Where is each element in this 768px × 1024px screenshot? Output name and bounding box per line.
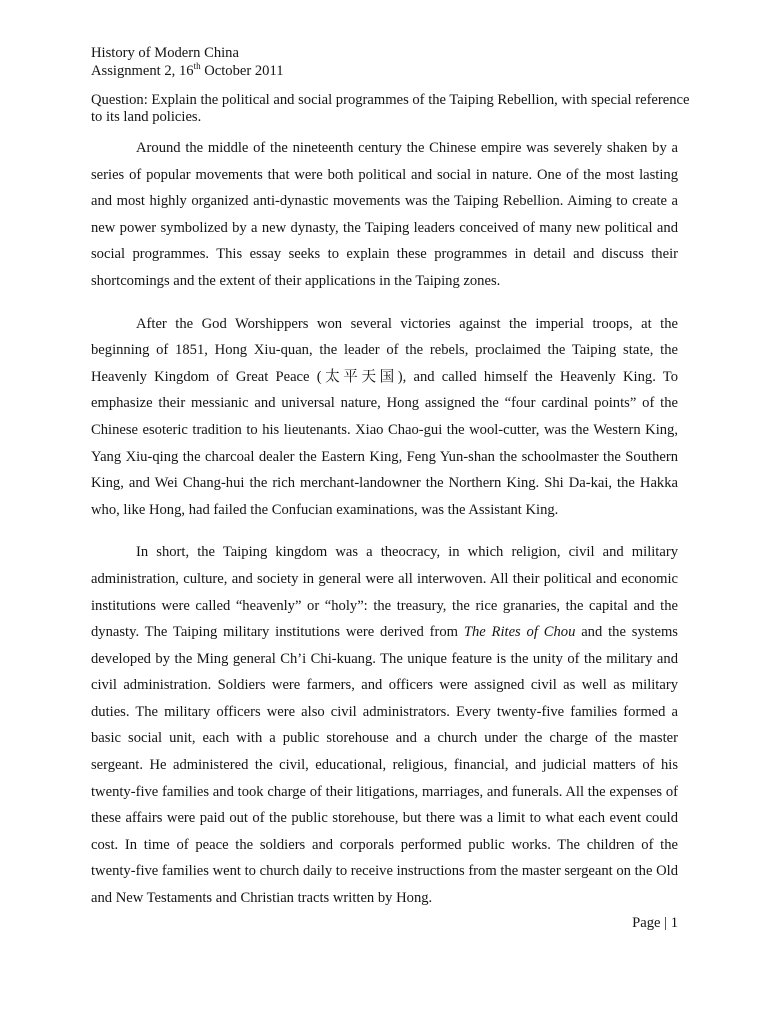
assignment-date-suffix: October 2011 (200, 63, 284, 79)
assignment-date-prefix: Assignment 2, 16 (91, 63, 194, 79)
essay-body (91, 135, 678, 912)
document-header (91, 44, 691, 80)
page-number: Page | 1 (632, 915, 678, 931)
assignment-line (91, 62, 691, 80)
course-title: History of Modern China (91, 45, 239, 61)
paragraph-introduction: Around the middle of the nineteenth century the Chinese empire was severely shaken by a series of popular movements that were both political and social in nature. One of the most lasting and most highly organized anti-dynastic movements was the Taiping Rebellion. Aiming to create a new power symbolized by a new dynasty, the Taiping leaders conceived of many new political and social programmes. This essay seeks to explain these programmes in detail and discuss their shortcomings and the extent of their applications in the Taiping zones. (91, 140, 678, 289)
paragraph-theocracy (91, 539, 678, 911)
date-ordinal-suffix: th (193, 61, 201, 72)
book-title: The Rites of Chou (463, 624, 576, 641)
paragraph-text-part: and the systems developed by the Ming general Ch’i Chi-kuang. The unique feature is the unity of the military and civil administration. Soldiers were farmers, and officers were assigned civil as well as military duties. The military officers were also civil administrators. Every twenty-five families formed a basic social unit, each with a public storehouse and a church under the charge of the master sergeant. He administered the civil, educational, religious, financial, and judicial matters of his twenty-five families and took charge of their litigations, marriages, and funerals. All the expenses of these affairs were paid out of the public storehouse, but there was a limit to what each event could cost. In time of peace the soldiers and corporals performed public works. The children of the twenty-five families went to church daily to receive instructions from the master sergeant on the Old and New Testaments and Christian tracts written by Hong. (91, 624, 678, 907)
paragraph-text-part: In short, the Taiping kingdom was a theocracy, in which religion, civil and military administration, culture, and society in general were all interwoven. All their political and economic institutions were called “heavenly” or “holy”: the treasury, the rice granaries, the capital and the dynasty. The Taiping military institutions were derived from (91, 544, 678, 641)
paragraph-taiping-state: After the God Worshippers won several victories against the imperial troops, at the beginning of 1851, Hong Xiu-quan, the leader of the rebels, proclaimed the Taiping state, the Heavenly Kingdom of Great Peace (太平天国), and called himself the Heavenly King. To emphasize their messianic and universal nature, Hong assigned the “four cardinal points” of the Chinese esoteric tradition to his lieutenants. Xiao Chao-gui the wool-cutter, was the Western King, Yang Xiu-qing the charcoal dealer the Eastern King, Feng Yun-shan the schoolmaster the Southern King, and Wei Chang-hui the rich merchant-landowner the Northern King. Shi Da-kai, the Hakka who, like Hong, had failed the Confucian examinations, was the Assistant King. (91, 315, 678, 518)
assignment-question: Question: Explain the political and social programmes of the Taiping Rebellion, with special reference to its land policies. (91, 92, 690, 125)
